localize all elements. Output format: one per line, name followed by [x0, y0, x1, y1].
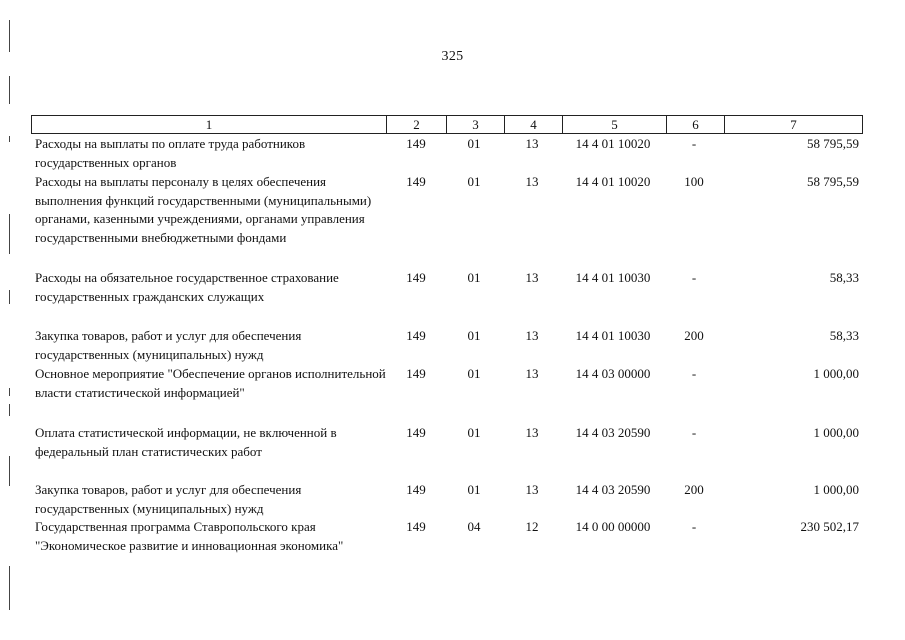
section-code: 01 [467, 136, 481, 151]
page-number: 325 [441, 49, 464, 64]
scan-margin-line [9, 404, 10, 416]
target-article-code: 14 4 01 10020 [575, 174, 651, 189]
scan-margin-line [9, 136, 10, 142]
scan-margin-line [9, 214, 10, 254]
row-description: Государственная программа Ставропольского края "Экономическое развитие и инновационная экономика" [35, 519, 344, 553]
row-description: Закупка товаров, работ и услуг для обеспечения государственных (муниципальных) нужд [35, 482, 302, 516]
amount: 1 000,00 [813, 482, 859, 497]
subsection-code: 13 [525, 482, 539, 497]
section-code: 01 [467, 366, 481, 381]
subsection-code: 13 [525, 366, 539, 381]
target-article-code: 14 4 03 00000 [575, 366, 651, 381]
target-article-code: 14 4 01 10030 [575, 328, 651, 343]
column-header-2: 2 [387, 116, 447, 134]
row-description: Оплата статистической информации, не включенной в федеральный план статистических работ [35, 425, 337, 459]
column-header-4: 4 [505, 116, 563, 134]
subsection-code: 13 [525, 425, 539, 440]
ministry-code: 149 [406, 174, 426, 189]
column-header-6: 6 [667, 116, 725, 134]
amount: 58 795,59 [807, 174, 859, 189]
target-article-code: 14 4 03 20590 [575, 425, 651, 440]
subsection-code: 12 [525, 519, 539, 534]
target-article-code: 14 4 01 10020 [575, 136, 651, 151]
row-description: Расходы на обязательное государственное страхование государственных гражданских служащих [35, 270, 339, 304]
scan-margin-line [9, 76, 10, 104]
subsection-code: 13 [525, 174, 539, 189]
amount: 1 000,00 [813, 366, 859, 381]
column-header-1: 1 [32, 116, 387, 134]
section-code: 04 [467, 519, 481, 534]
expense-type-code: - [691, 519, 697, 534]
target-article-code: 14 0 00 00000 [575, 519, 651, 534]
section-code: 01 [467, 482, 481, 497]
ministry-code: 149 [406, 328, 426, 343]
row-description: Расходы на выплаты по оплате труда работников государственных органов [35, 136, 306, 170]
section-code: 01 [467, 425, 481, 440]
amount: 1 000,00 [813, 425, 859, 440]
row-description: Закупка товаров, работ и услуг для обеспечения государственных (муниципальных) нужд [35, 328, 302, 362]
scan-margin-line [9, 388, 10, 396]
column-header-row [31, 115, 863, 134]
expense-type-code: - [691, 366, 697, 381]
scan-margin-line [9, 20, 10, 52]
row-description: Основное мероприятие "Обеспечение органов исполнительной власти статистической информацией" [35, 366, 386, 400]
column-header-3: 3 [447, 116, 505, 134]
amount: 58,33 [829, 328, 859, 343]
amount: 58,33 [829, 270, 859, 285]
target-article-code: 14 4 03 20590 [575, 482, 651, 497]
subsection-code: 13 [525, 328, 539, 343]
scan-margin-line [9, 456, 10, 486]
section-code: 01 [467, 270, 481, 285]
expense-type-code: - [691, 270, 697, 285]
target-article-code: 14 4 01 10030 [575, 270, 651, 285]
column-header-7: 7 [725, 116, 863, 134]
row-description: Расходы на выплаты персоналу в целях обеспечения выполнения функций государственными (муниципальными) органами, казенными учреждениями, органами управления государственными внебюджетными фондами [35, 174, 372, 245]
column-header-5: 5 [563, 116, 667, 134]
section-code: 01 [467, 174, 481, 189]
ministry-code: 149 [406, 136, 426, 151]
expense-type-code: 200 [684, 328, 704, 343]
ministry-code: 149 [406, 519, 426, 534]
ministry-code: 149 [406, 482, 426, 497]
scan-margin-line [9, 290, 10, 304]
ministry-code: 149 [406, 270, 426, 285]
expense-type-code: 200 [684, 482, 704, 497]
amount: 58 795,59 [807, 136, 859, 151]
ministry-code: 149 [406, 366, 426, 381]
scan-margin-line [9, 566, 10, 610]
subsection-code: 13 [525, 270, 539, 285]
subsection-code: 13 [525, 136, 539, 151]
amount: 230 502,17 [800, 519, 859, 534]
ministry-code: 149 [406, 425, 426, 440]
expense-type-code: 100 [684, 174, 704, 189]
expense-type-code: - [691, 425, 697, 440]
expense-type-code: - [691, 136, 697, 151]
section-code: 01 [467, 328, 481, 343]
